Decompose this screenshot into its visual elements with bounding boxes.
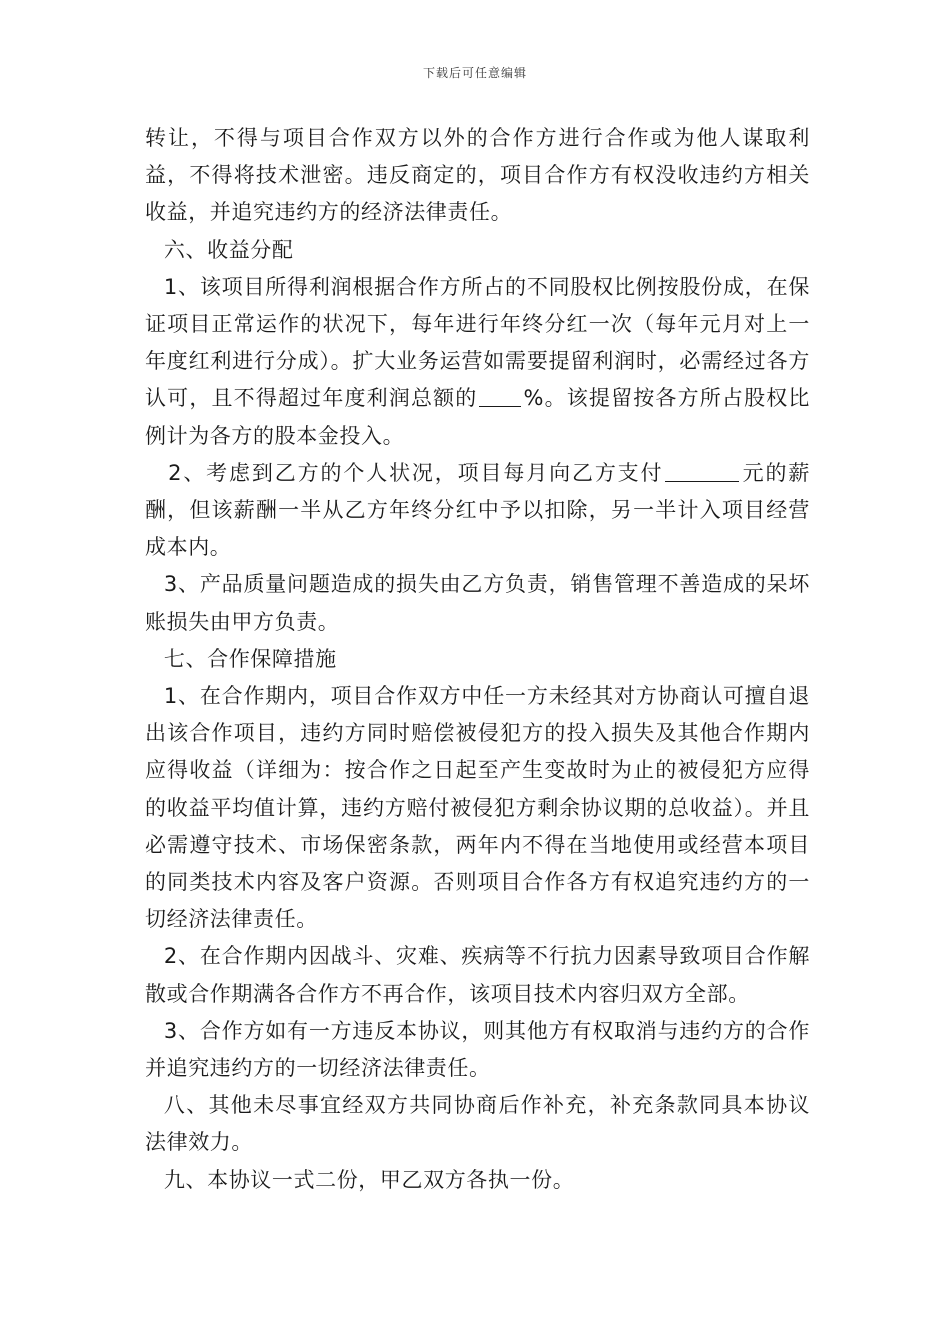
clause-guarantee-3 xyxy=(145,1013,810,1087)
fill-in-blank-salary[interactable] xyxy=(665,459,739,482)
section-other-matters xyxy=(145,1087,810,1161)
paragraph-text: 1、该项目所得利润根据合作方所占的不同股权比例按股份成，在保证项目正常运作的状况下，每年进行年终分红一次（每年元月对上一年度红利进行分成）。扩大业务运营如需要提留利润时，必需经过各方认可，且不得超过年度利润总额的 xyxy=(145,274,810,411)
paragraph-text: 3、产品质量问题造成的损失由乙方负责，销售管理不善造成的呆坏账损失由甲方负责。 xyxy=(145,572,810,634)
paragraph-text: 元的薪酬，但该薪酬一半从乙方年终分红中予以扣除，另一半计入项目经营成本内。 xyxy=(145,460,810,560)
section-heading-profit-distribution xyxy=(145,232,810,269)
section-copies xyxy=(145,1162,810,1199)
document-body xyxy=(145,120,810,1199)
paragraph-text: %。该提留按各方所占股权比例计为各方的股本金投入。 xyxy=(145,386,810,448)
paragraph-text: 2、考虑到乙方的个人状况，项目每月向乙方支付 xyxy=(168,460,664,485)
clause-profit-3 xyxy=(145,566,810,640)
paragraph-text: 2、在合作期内因战斗、灾难、疾病等不行抗力因素导致项目合作解散或合作期满各合作方不再合作，该项目技术内容归双方全部。 xyxy=(145,944,810,1006)
paragraph-text: 3、合作方如有一方违反本协议，则其他方有权取消与违约方的合作并追究违约方的一切经济法律责任。 xyxy=(145,1018,810,1081)
paragraph-text: 九、本协议一式二份，甲乙双方各执一份。 xyxy=(163,1167,575,1192)
section-heading-text: 六、收益分配 xyxy=(163,237,294,262)
clause-profit-2 xyxy=(145,455,810,567)
fill-in-blank-percentage[interactable] xyxy=(479,384,521,407)
paragraph-continued-clause xyxy=(145,120,810,232)
paragraph-text: 1、在合作期内，项目合作双方中任一方未经其对方协商认可擅自退出该合作项目，违约方同时赔偿被侵犯方的投入损失及其他合作期内应得收益（详细为：按合作之日起至产生变故时为止的被侵犯方应得的收益平均值计算，违约方赔付被侵犯方剩余协议期的总收益）。并且必需遵守技术、市场保密条款，两年内不得在当地使用或经营本项目的同类技术内容及客户资源。否则项目合作各方有权追究违约方的一切经济法律责任。 xyxy=(145,684,810,932)
clause-guarantee-1 xyxy=(145,678,810,938)
section-heading-text: 七、合作保障措施 xyxy=(163,646,337,671)
section-heading-guarantee-measures xyxy=(145,641,810,678)
paragraph-text: 八、其他未尽事宜经双方共同协商后作补充，补充条款同具本协议法律效力。 xyxy=(145,1093,810,1155)
clause-guarantee-2 xyxy=(145,938,810,1012)
page-header: 下载后可任意编辑 xyxy=(422,66,527,80)
paragraph-text: 转让，不得与项目合作双方以外的合作方进行合作或为他人谋取利益，不得将技术泄密。违反商定的，项目合作方有权没收违约方相关收益，并追究违约方的经济法律责任。 xyxy=(145,126,810,225)
clause-profit-1 xyxy=(145,269,810,455)
